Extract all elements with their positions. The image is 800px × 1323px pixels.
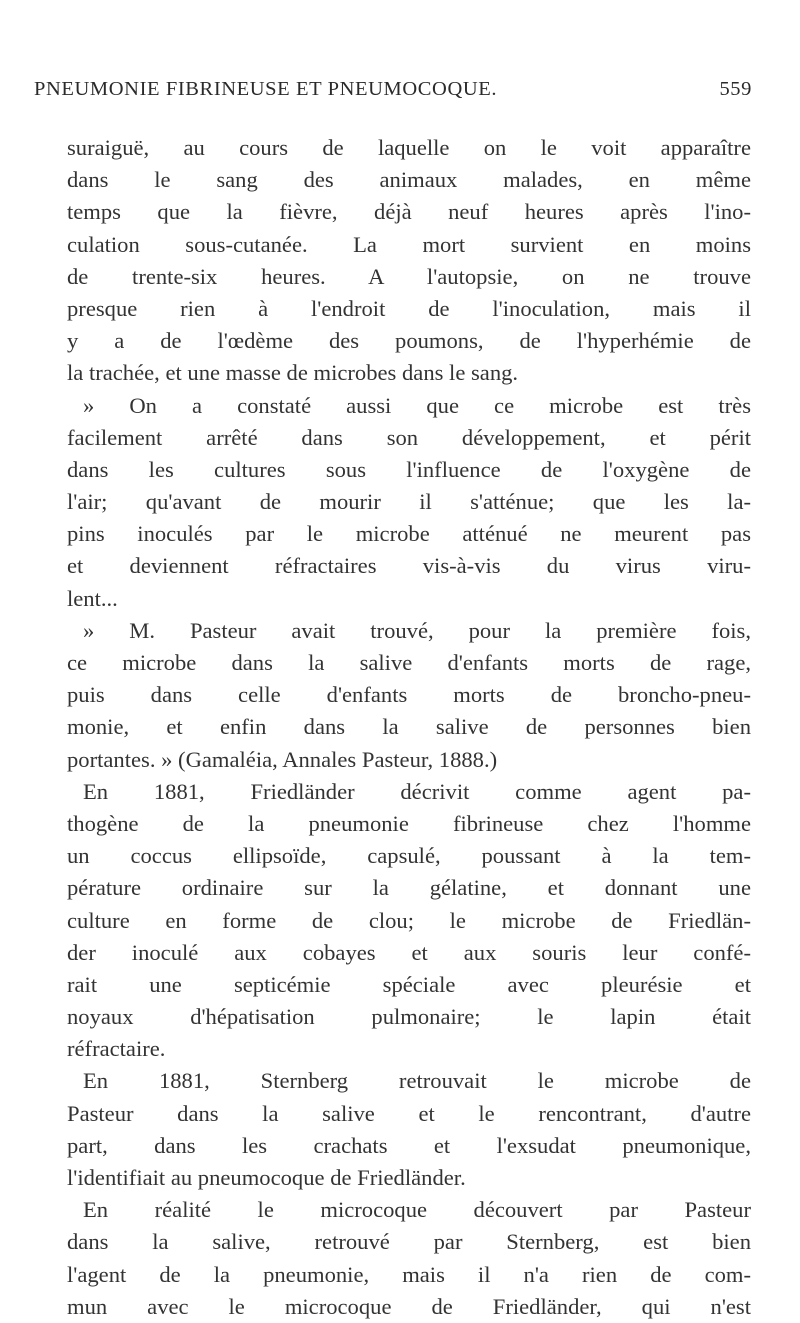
running-header	[34, 78, 752, 108]
text-line: der inoculé aux cobayes et aux souris leur confé-	[67, 939, 751, 965]
text-line: facilement arrêté dans son développement, et périt	[67, 424, 751, 450]
text-line: un coccus ellipsoïde, capsulé, poussant à la tem-	[67, 843, 751, 869]
text-line: réfractaire.	[67, 1036, 166, 1062]
text-line: En 1881, Sternberg retrouvait le microbe de	[83, 1068, 751, 1094]
text-line: » On a constaté aussi que ce microbe est très	[83, 392, 751, 418]
text-line: presque rien à l'endroit de l'inoculation, mais il	[67, 295, 751, 321]
text-line: l'agent de la pneumonie, mais il n'a rien de com-	[67, 1261, 751, 1287]
text-line: de trente-six heures. A l'autopsie, on ne trouve	[67, 263, 751, 289]
text-line: suraiguë, au cours de laquelle on le voit apparaître	[67, 135, 751, 160]
text-line: portantes. » (Gamaléia, Annales Pasteur, 1888.)	[67, 746, 498, 772]
text-line: En réalité le microcoque découvert par Pasteur	[83, 1197, 751, 1223]
text-line: dans la salive, retrouvé par Sternberg, est bien	[67, 1229, 751, 1255]
text-line: et deviennent réfractaires vis-à-vis du virus viru-	[67, 553, 751, 579]
text-line: la trachée, et une masse de microbes dans le sang.	[67, 360, 519, 386]
text-line: puis dans celle d'enfants morts de broncho-pneu-	[67, 682, 751, 708]
text-line: thogène de la pneumonie fibrineuse chez l'homme	[67, 810, 751, 836]
text-line: En 1881, Friedländer décrivit comme agent pa-	[83, 778, 751, 804]
text-line: dans les cultures sous l'influence de l'oxygène de	[67, 456, 751, 482]
text-line: part, dans les crachats et l'exsudat pneumonique,	[67, 1132, 751, 1158]
text-line: ce microbe dans la salive d'enfants morts de rage,	[67, 650, 751, 675]
text-line: dans le sang des animaux malades, en même	[67, 167, 751, 193]
text-line: pérature ordinaire sur la gélatine, et donnant une	[67, 875, 751, 901]
text-line: l'air; qu'avant de mourir il s'atténue; que les la-	[67, 489, 751, 515]
text-line: temps que la fièvre, déjà neuf heures après l'ino-	[67, 199, 751, 225]
text-line: y a de l'œdème des poumons, de l'hyperhémie de	[67, 328, 751, 354]
text-line: culation sous-cutanée. La mort survient en moins	[67, 231, 751, 257]
text-line: l'identifiait au pneumocoque de Friedländer.	[67, 1165, 466, 1190]
page-number: 559	[719, 78, 752, 100]
text-line: pins inoculés par le microbe atténué ne meurent pas	[67, 521, 751, 547]
text-line: Pasteur dans la salive et le rencontrant, d'autre	[67, 1100, 751, 1126]
running-title: PNEUMONIE FIBRINEUSE ET PNEUMOCOQUE.	[34, 78, 498, 100]
text-line: rait une septicémie spéciale avec pleurésie et	[67, 971, 751, 997]
text-line: lent...	[67, 585, 118, 611]
text-line: monie, et enfin dans la salive de personnes bien	[67, 714, 751, 740]
text-line: mun avec le microcoque de Friedländer, qui n'est	[67, 1293, 751, 1319]
text-line: » M. Pasteur avait trouvé, pour la première fois,	[83, 617, 751, 643]
text-line: noyaux d'hépatisation pulmonaire; le lapin était	[67, 1004, 751, 1030]
body-text	[67, 132, 751, 1323]
text-line: culture en forme de clou; le microbe de Friedlän-	[67, 907, 751, 933]
